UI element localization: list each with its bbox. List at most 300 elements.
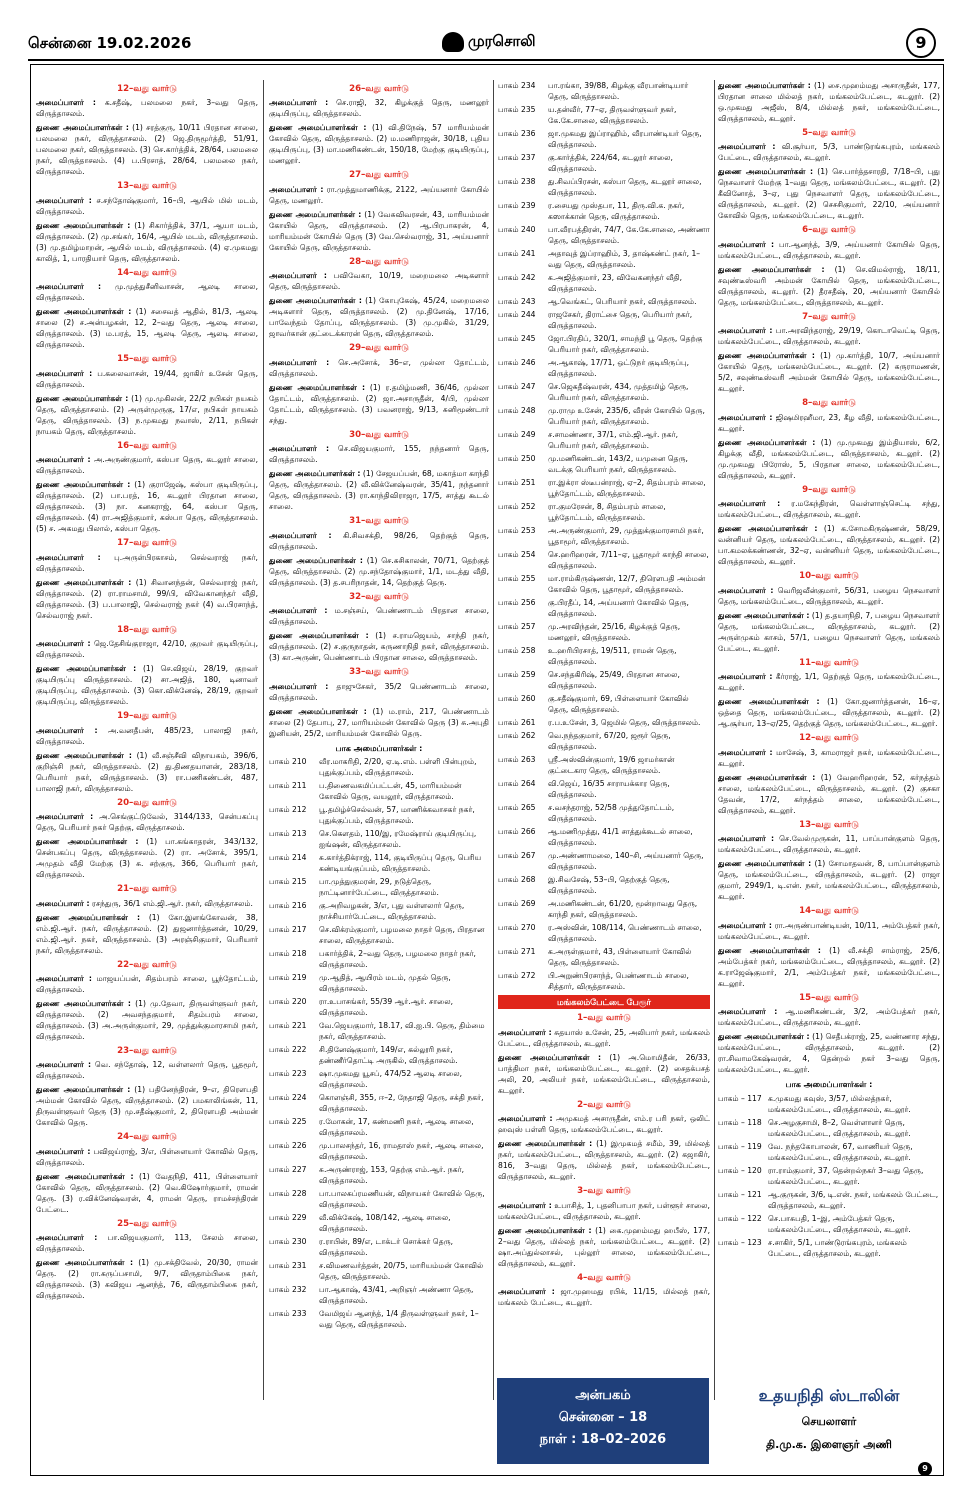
booth-number: பாகம் 234 bbox=[498, 81, 536, 90]
entry-label: துணை அமைப்பாளர்கள் : bbox=[718, 859, 812, 869]
organiser-entry bbox=[498, 1225, 710, 1269]
entry-label: அமைப்பாளர் : bbox=[269, 357, 330, 367]
booth-number: பாகம் 257 bbox=[498, 622, 536, 631]
organiser-entry bbox=[718, 325, 940, 347]
entry-text: ஜெ.தேசிங்குராஜா, 42/10, குறவர் குடியிருப்பு, விருத்தாசலம். bbox=[36, 639, 258, 660]
booth-number: பாகம் 262 bbox=[498, 731, 536, 740]
entry-text: ரா.அருண்பாண்டியன், 10/11, அம்பேத்கர் நகர், மங்கலம்பேட்டை, கடலூர். bbox=[718, 920, 940, 941]
ward-heading: 16–வது வார்டு bbox=[117, 440, 177, 451]
booth-number: பாகம் – 117 bbox=[718, 1093, 762, 1103]
booth-organiser: ரா.குமரேசன், 8, சிதம்பரம் சாலை, பூந்தோட்டம், விருத்தாசலம். bbox=[548, 502, 666, 522]
entry-label: அமைப்பாளர் : bbox=[36, 898, 90, 908]
entry-text: (1) செ.பார்த்தசாரதி, 7/18–பி, புது நெசவாளர் மேற்கு 1–வது தெரு, மங்கலம்பேட்டை, கடலூர். (2) கீவினோத், 3–ஏ, புது நெசவாளர் தெரு, மங்கலம்பேட்டை, விருத்தாசலம், கடலூர். (2) செசசிகுமார், 22/10, அய்யனார் கோவில் தெரு, மங்கலம்பேட்டை, கடலூர். bbox=[718, 167, 940, 221]
booth-number: பாகம் 261 bbox=[498, 718, 536, 727]
column-4 bbox=[718, 80, 940, 1470]
organiser-entry bbox=[36, 454, 258, 476]
booth-number: பாகம் 239 bbox=[498, 201, 536, 210]
booth-number: பாகம் 246 bbox=[498, 358, 536, 367]
booth-organiser: ர.ப.உசேன், 3, ஜெமில் தெரு, விருத்தாசலம். bbox=[548, 718, 701, 727]
booth-entry bbox=[269, 948, 489, 970]
booth-organiser: ப.திணைவகமிப்பட்டன், 45, மாரியம்மன் கோவில் தெரு, வயலூர், விருத்தாசலம். bbox=[319, 781, 462, 802]
organiser-entry bbox=[36, 811, 258, 833]
entry-text: (1) சேஜயப்பன், 68, மகாத்மா காந்தி தெரு, விருத்தாசலம். (2) வீ.விக்னேஷ்வரன், 35/41, நந்தனார் தெரு, விருத்தாசலம். (3) ரா.காந்திவிராஜா, 17/5, சாத்து கூடல் சாலை. bbox=[269, 469, 489, 512]
booth-number: பாகம் 240 bbox=[498, 225, 536, 234]
entry-label: துணை அமைப்பாளர்கள் : bbox=[498, 1225, 592, 1235]
booth-organiser: வேமிஜய் ஆனந்த், 1/4 திருவள்ளுவர் நகர், 1–வது தெரு, விருத்தாசலம். bbox=[319, 1309, 479, 1330]
entry-label: துணை அமைப்பாளர்கள் : bbox=[269, 469, 361, 479]
entry-label: அமைப்பாளர் : bbox=[718, 585, 774, 595]
booth-organiser: க.அஜித்குமார், 23, விவேகனந்தர் வீதி, விருத்தாசலம். bbox=[548, 273, 683, 293]
booth-organiser: கு.பிரதீப், 14, அய்யனார் கோவில் தெரு, விருத்தாசலம். bbox=[548, 598, 689, 618]
booth-entry bbox=[498, 826, 710, 848]
organiser-entry bbox=[718, 747, 940, 769]
organiser-entry bbox=[36, 638, 258, 660]
entry-label: அமைப்பாளர் : bbox=[36, 639, 91, 649]
booth-entry bbox=[269, 852, 489, 874]
entry-text: செ.வேல்முருகன், 11, பாப்பான்குளம் தெரு, மங்கலம்பேட்டை, விருத்தாசலம், கடலூர். bbox=[718, 834, 940, 855]
booth-organiser: ரா.உபாசங்கர், 55/39 ஆர்.ஆர். சாலை, விருத்தாசலம். bbox=[319, 997, 454, 1018]
entry-text: (1) செ.விமல்ராஜ், 18/11, சவுண்டீஸ்வரி அம்மன் கோயில் தெரு, மங்கலம்பேட்டை, விருத்தாசலம், கடலூர். (2) தீரசதீஷ், 20, அய்யனார் கோயில் தெரு, மங்கலம்பேட்டை, விருத்தாசலம், கடலூர். bbox=[718, 264, 940, 307]
booth-entry bbox=[498, 296, 710, 307]
entry-label: அமைப்பாளர் : bbox=[36, 812, 94, 822]
entry-label: அமைப்பாளர் : bbox=[718, 672, 773, 682]
entry-label: துணை அமைப்பாளர்கள் : bbox=[36, 998, 131, 1008]
booth-number: பாகம் – 120 bbox=[718, 1165, 762, 1175]
ward-heading: 13–வது வார்டு bbox=[117, 181, 177, 192]
ward-heading: 10–வது வார்டு bbox=[799, 571, 859, 582]
booth-number: பாகம் 222 bbox=[269, 1045, 307, 1055]
booth-entry bbox=[498, 946, 710, 968]
booth-number: பாகம் 270 bbox=[498, 923, 536, 932]
page-number-badge: 9 bbox=[906, 28, 936, 58]
booth-organiser: ராஜசேகர், திராட்சை தெரு, பெரியார் நகர், விருத்தாசலம். bbox=[548, 310, 693, 330]
entry-text: அமுகமத் அசாருதீன், எம்.ர பரி நகர், ஒலிட் ஹவுஸ் பள்ளி தெரு, மங்கலம்பேட்டை, கடலூர். bbox=[498, 1114, 710, 1135]
organiser-entry bbox=[36, 663, 258, 707]
booth-entry bbox=[269, 1284, 489, 1306]
organiser-entry bbox=[269, 468, 489, 512]
booth-number: பாகம் 238 bbox=[498, 177, 536, 186]
booth-entry bbox=[498, 357, 710, 379]
booth-number: பாகம் 216 bbox=[269, 901, 307, 911]
booth-organiser: ச.சாகிர், 5/1, பாண்டுரங்கபுரம், மங்கலம் பேட்டை, விருத்தாசலம், கடலூர். bbox=[768, 1237, 907, 1258]
entry-text: (1) கோபுகேஷ், 45/24, மறைமலை அடிகளார் தெரு, விருத்தாசலம். (2) மு.தினேஷ், 17/16, பாவேந்தம் தோப்பு, விருத்தாசலம். (3) மு.முகில், 31/29, ஜாவர்கான் குட்டைக்காரன் தெரு, விருத்தாசலம். bbox=[269, 296, 489, 339]
organiser-entry bbox=[269, 357, 489, 379]
organiser-entry bbox=[36, 912, 258, 956]
booth-number: பாகம் 255 bbox=[498, 574, 536, 583]
booth-organiser: சு.கார்த்திக்ராஜ், 114, குடியிருப்பு தெரு, பெரிய கண்டியங்குப்பம், விருத்தாசலம். bbox=[319, 853, 482, 874]
entry-text: பு.அருள்பிரகாசம், செல்வராஜ் நகர், விருத்தாசலம். bbox=[36, 552, 258, 573]
organiser-entry bbox=[269, 270, 489, 292]
masthead bbox=[442, 32, 536, 52]
booth-organiser: அ.மணிகண்டன், 61/20, மூன்றாவது தெரு, காந்தி நகர், விருத்தாசலம். bbox=[548, 899, 698, 919]
booth-number: பாகம் 264 bbox=[498, 779, 536, 788]
ward-heading: 5–வது வார்டு bbox=[802, 128, 856, 138]
entry-label: துணை அமைப்பாளர்கள் : bbox=[269, 631, 369, 641]
booth-organiser: ஆ.மணிமுத்து, 41/1 சாத்துக்கூடல் சாலை, விருத்தாசலம். bbox=[548, 827, 693, 847]
entry-text: பவிவேகா, 10/19, மறைமலை அடிகளார் தெரு, விருத்தாசலம். bbox=[269, 271, 489, 292]
booth-number: பாகம் 242 bbox=[498, 273, 536, 282]
booth-number: பாகம் 266 bbox=[498, 827, 536, 836]
booth-entry bbox=[498, 429, 710, 451]
organiser-entry bbox=[718, 166, 940, 221]
booth-organiser: து.சிவப்பிரசன், கஸ்பா தெரு, கடலூர் சாலை, விருத்தாசலம். bbox=[548, 177, 702, 197]
column-divider bbox=[714, 80, 715, 1400]
organiser-entry bbox=[36, 725, 258, 747]
ward-heading: 27–வது வார்டு bbox=[349, 170, 409, 181]
booth-number: பாகம் 212 bbox=[269, 805, 307, 815]
entry-text: ம.சஞ்சய், பெண்ணாடம் பிரதான சாலை, விருத்தாசலம். bbox=[269, 606, 489, 627]
entry-text: (1) பா.கங்காதரன், 343/132, சென்பகப்பு தெரு, விருத்தாசலம். (2) ரா. அசோக், 395/1, அமுதம் வீதி மேற்கு (3) சு. சற்குரு, 366, பெரியார் நகர், விருத்தாசலம். bbox=[36, 837, 258, 880]
booth-entry bbox=[498, 224, 710, 246]
entry-label: அமைப்பாளர் : bbox=[269, 681, 329, 691]
entry-text: (1) த.தயாநிதி, 7, பழைய நெசவாளர் தெரு, மங்கலம்பேட்டை, விருத்தாசலம், கடலூர். (2) அருள்முகம் காசம், 57/1, பழைய நெசவாளர் தெரு, மங்கலம் பேட்டை, கடலூர். bbox=[718, 610, 940, 653]
booth-organiser: கொளஞ்சி, 355, ஈ–2, நேதாஜி தெரு, சக்தி நகர், விருத்தாசலம். bbox=[319, 1093, 484, 1114]
organiser-entry bbox=[718, 239, 940, 261]
entry-text: (1) க.சோமகிருஷ்ணன், 58/29, வன்னியர் தெரு, மங்கலம்பேட்டை, விருத்தாசலம், கடலூர். (2) பா.கமலக்கண்ணன், 32–ஏ, வன்னியர் தெரு, மங்கலம்பேட்டை, விருத்தாசலம், கடலூர். bbox=[718, 524, 940, 567]
organiser-entry bbox=[269, 630, 489, 663]
entry-label: அமைப்பாளர் : bbox=[36, 98, 96, 108]
organiser-entry bbox=[498, 1113, 710, 1135]
booth-entry bbox=[498, 717, 710, 728]
entry-label: துணை அமைப்பாளர்கள் : bbox=[718, 167, 813, 177]
entry-label: துணை அமைப்பாளர்கள் : bbox=[498, 1052, 602, 1062]
booth-number: பாகம் 231 bbox=[269, 1261, 307, 1271]
booth-number: பாகம் 247 bbox=[498, 382, 536, 391]
ward-heading: 21–வது வார்டு bbox=[117, 884, 177, 895]
booth-number: பாகம் 224 bbox=[269, 1093, 307, 1103]
booth-entry bbox=[498, 525, 710, 547]
organiser-entry bbox=[36, 552, 258, 574]
ward-heading: 29–வது வார்டு bbox=[349, 343, 409, 354]
booth-organiser: ச.சாமண்ணா, 37/1, எம்.ஜி.ஆர். நகர், பெரியார் நகர், விருத்தாசலம். bbox=[548, 430, 678, 450]
booth-number: பாகம் – 123 bbox=[718, 1237, 762, 1247]
organiser-entry bbox=[269, 184, 489, 206]
booth-organiser: ரா.இக்ரா ஸ்டீபன்ராஜ், ஏ–2, சிதம்பரம் சாலை, பூந்தோட்டம், விருத்தாசலம். bbox=[548, 478, 706, 498]
entry-text: பவிஜய்ராஜ், 3/எ, பிள்ளையார் கோவில் தெரு, விருத்தாசலம். bbox=[36, 1146, 258, 1167]
organiser-entry bbox=[718, 920, 940, 942]
booth-entry bbox=[718, 1117, 940, 1139]
booth-number: பாகம் 256 bbox=[498, 598, 536, 607]
booth-number: பாகம் 267 bbox=[498, 851, 536, 860]
entry-text: (1) வி.திநேஷ், 57 மாரியம்மன் கோவில் தெரு, விருத்தாசலம். (2) ம.மணிராஜன், 30/18, புதிய குடியிருப்பு, (3) மா.மணிகண்டன், 150/18, மேற்கு குடியிருப்பு, மணலூர். bbox=[269, 123, 489, 166]
entry-label: அமைப்பாளர் : bbox=[269, 530, 332, 540]
entry-text: (1) வேஹரிஹரன், 52, கர்நத்தம் சாலை, மங்கலம்பேட்டை, விருத்தாசலம், கடலூர். (2) குசகா தேவன், 17/2, கர்நத்தம் சாலை, மங்கலம்பேட்டை, விருத்தாசலம், கடலூர். bbox=[718, 772, 940, 815]
booth-entry bbox=[269, 876, 489, 898]
entry-text: (1) சசைவத் ஆதில், 81/3, ஆலடி சாலை (2) ச.அன்பழகன், 12, 2–வது தெரு, ஆலடி சாலை, விருத்தாசலம். (3) ம.பரத், 15, ஆலடி தெரு, ஆலடி சாலை, விருத்தாசலம். bbox=[36, 307, 258, 350]
booth-number: பாகம் 251 bbox=[498, 478, 536, 487]
entry-text: (1) செதீபக்ராஜ், 25, வண்ணார சந்து, மங்கலம்பேட்டை, விருத்தாசலம், கடலூர். (2) ரா.சிவாமகேஷ்வரன், 4, தென்றல் நகர் 3–வது தெரு, மங்கலம்பேட்டை, கடலூர். bbox=[718, 1031, 940, 1074]
elephant-logo-icon bbox=[442, 32, 464, 52]
booth-organiser: அ.ஆகாஷ், 17/71, ஒட்டுநர் குடியிருப்பு, விருத்தாசலம். bbox=[548, 358, 690, 378]
organiser-entry bbox=[36, 1257, 258, 1301]
booth-entry bbox=[498, 152, 710, 174]
organiser-entry bbox=[269, 555, 489, 588]
booth-organiser: செ.ஹரிஹரன், 7/11–ஏ, பூதாமூர் காந்தி சாலை, விருத்தாசலம். bbox=[548, 550, 709, 570]
entry-text: ப.கலைவாசன், 19/44, ஜாகிர் உசேன் தெரு, விருத்தாசலம். bbox=[36, 368, 258, 389]
booth-number: பாகம் – 119 bbox=[718, 1141, 762, 1151]
booth-entry bbox=[498, 104, 710, 126]
booth-entry bbox=[269, 1236, 489, 1258]
booth-number: பாகம் 252 bbox=[498, 502, 536, 511]
organiser-entry bbox=[718, 141, 940, 163]
booth-number: பாகம் 258 bbox=[498, 646, 536, 655]
office-name: அன்பகம் bbox=[575, 1388, 631, 1403]
booth-entry bbox=[498, 573, 710, 595]
entry-label: அமைப்பாளர் : bbox=[36, 368, 93, 378]
booth-organiser: செ.விக்ரம்குமார், பழமலை நாதர் தெரு, பிரதான சாலை, விருத்தாசலம். bbox=[319, 925, 485, 946]
booth-organiser: பா.முத்துகுமரன், 29, நடுத்தெரு, நாட்டினார்பேட்டை, விருத்தாசலம். bbox=[319, 877, 439, 898]
organiser-entry bbox=[718, 1006, 940, 1028]
booth-number: பாகம் 223 bbox=[269, 1069, 307, 1079]
booth-organiser: மு.ஆதித், ஆயிரம் மடம், முதல் தெரு, விருத்தாசலம். bbox=[319, 973, 451, 994]
entry-text: (1) ர.தமிழ்மணி, 36/46, முல்லா தோட்டம், விருத்தாசலம். (2) ஜா.அசாருதீன், 4/பி, முல்லா தோட்டம், விருத்தாசலம். (3) பவனராஜ், 9/13, சுனிமூண்டார் சந்து. bbox=[269, 382, 489, 425]
entry-text: (1) சரத்குரு, 10/11 பிரதான சாலை, பலமலை நகர், விருத்தாசலம். (2) ஜெ.திருமூர்த்தி, 51/91, பலமலை நகர், விருத்தாசலம். (3) செ.கார்த்திக், 28/64, பலமலை நகர், விருத்தாசலம். (4) ப.பிரசாத், 28/64, பலமலை நகர், விருத்தாசலம். bbox=[36, 123, 258, 177]
ward-heading: 24–வது வார்டு bbox=[117, 1132, 177, 1143]
entry-text: (1) ம.ராம், 217, பெண்ணாடம் சாலை (2) தேபாபு, 27, மாரியம்மன் கோவில் தெரு (3) சு.அபுதி இனியன், 25/2, மாரியம்மன் கோவில் தெரு. bbox=[269, 706, 489, 738]
booth-entry bbox=[498, 874, 710, 896]
booth-entry bbox=[718, 1213, 940, 1235]
booth-organiser: உ.ஹரிபிரசாத், 19/511, ராமன் தெரு, விருத்தாசலம். bbox=[548, 646, 677, 666]
booth-entry bbox=[269, 996, 489, 1018]
entry-label: அமைப்பாளர் : bbox=[36, 973, 92, 983]
entry-label: துணை அமைப்பாளர்கள் : bbox=[36, 664, 137, 674]
entry-label: அமைப்பாளர் : bbox=[36, 195, 92, 205]
booth-organiser: மு.அரவிந்தன், 25/16, கிழக்குத் தெரு, மணலூர், விருத்தாசலம். bbox=[548, 622, 681, 642]
booth-entry bbox=[498, 645, 710, 667]
booth-organiser: ச.விமணவர்த்தன், 20/75, மாரியம்மன் கோவில் தெரு, விருத்தாசலம். bbox=[319, 1261, 484, 1282]
organiser-entry bbox=[718, 945, 940, 989]
organiser-entry bbox=[36, 220, 258, 264]
booth-entry bbox=[498, 176, 710, 198]
organiser-entry bbox=[718, 264, 940, 308]
entry-label: துணை அமைப்பாளர்கள் : bbox=[269, 123, 367, 133]
booth-number: பாகம் 221 bbox=[269, 1021, 307, 1031]
booth-entry bbox=[498, 80, 710, 102]
booth-number: பாகம் 236 bbox=[498, 129, 536, 138]
ward-heading: 19–வது வார்டு bbox=[117, 711, 177, 722]
entry-label: துணை அமைப்பாளர்கள் : bbox=[36, 577, 132, 587]
booth-entry bbox=[269, 828, 489, 850]
booth-entry bbox=[269, 1092, 489, 1114]
entry-label: அமைப்பாளர் : bbox=[36, 1060, 91, 1070]
booth-number: பாகம் 241 bbox=[498, 249, 536, 258]
entry-label: அமைப்பாளர் : bbox=[269, 444, 329, 454]
booth-entry bbox=[498, 778, 710, 800]
ward-heading: 25–வது வார்டு bbox=[117, 1218, 177, 1229]
booth-number: பாகம் – 118 bbox=[718, 1117, 762, 1127]
organiser-entry bbox=[269, 382, 489, 426]
entry-text: (1) செ.சுசிகாலன், 70/71, தெற்குத் தெரு, விருத்தாசலம். (2) மு.சந்தோஷ்குமார், 1/1, மடத்து வீதி, விருத்தாசலம். (3) த.சபரிநாதன், 14, தெற்குத் தெரு. bbox=[269, 555, 489, 587]
organiser-entry bbox=[36, 368, 258, 390]
booth-organiser: செ.ஜெகதீஷ்வரன், 434, முத்தமிழ் தெரு, பெரியார் நகர், விருத்தாசலம். bbox=[548, 382, 689, 402]
entry-label: துணை அமைப்பாளர்கள் : bbox=[269, 209, 362, 219]
organiser-entry bbox=[498, 1200, 710, 1222]
organiser-entry bbox=[36, 1084, 258, 1128]
booth-entry bbox=[269, 1116, 489, 1138]
ward-heading: 26–வது வார்டு bbox=[349, 84, 409, 94]
entry-text: பா.அரவிந்தராஜ், 29/19, கொடாவெட்டி தெரு, மங்கலம்பேட்டை, விருத்தாசலம், கடலூர். bbox=[718, 326, 940, 347]
entry-text: ரா.முத்துமாணிக்கு, 2122, அய்யனார் கோயில் தெரு, மணலூர். bbox=[269, 184, 489, 205]
signatory-role: செயலாளர் bbox=[801, 1415, 857, 1428]
booth-organiser: ஆ.குருகன், 3/6, டி.என். நகர், மங்கலம் பேட்டை, விருத்தாசலம், கடலூர். bbox=[768, 1189, 939, 1210]
entry-text: வெ. சந்தோஷ், 12, வள்ளலார் தெரு, பூதமூர், விருத்தாசலம். bbox=[36, 1060, 258, 1081]
booth-entry bbox=[269, 1068, 489, 1090]
booth-number: பாகம் 227 bbox=[269, 1165, 307, 1175]
entry-text: ஆ.மணிகண்டன், 3/2, அம்பேத்கர் நகர், மங்கலம்பேட்டை, விருத்தாசலம், கடலூர். bbox=[718, 1006, 940, 1027]
organiser-entry bbox=[269, 122, 489, 166]
booth-organiser: வே.ஜெயகுமார், 18.17, வி.ஐ.பி. தெரு, திம்மை நகர், விருத்தாசலம். bbox=[319, 1021, 485, 1042]
entry-text: (1) கோ.இளங்கோவன், 38, எம்.ஜி.ஆர். நகர், விருத்தாசலம். (2) துஜனார்த்தனன், 10/29, எம்.ஜி.ஆர். நகர், விருத்தாசலம். (3) அரஞ்சிகுமார், பெரியார் நகர், விருத்தாசலம். bbox=[36, 912, 258, 955]
booth-number: பாகம் 215 bbox=[269, 877, 307, 887]
booth-organiser: ஷா.முகமது யூசப், 474/52 ஆலடி சாலை, விருத்தாசலம். bbox=[319, 1069, 463, 1090]
entry-text: கி.சிவசக்தி, 98/26, தெற்குத் தெரு, விருத்தாசலம். bbox=[269, 530, 489, 551]
ward-heading: 17–வது வார்டு bbox=[117, 538, 177, 549]
booth-entry bbox=[498, 549, 710, 571]
booth-organiser: பா.ஆகாஷ், 43/41, அறிஞர் அண்ணா தெரு, விருத்தாசலம். bbox=[319, 1285, 474, 1306]
organiser-entry bbox=[269, 209, 489, 253]
booth-entry bbox=[269, 1140, 489, 1162]
organiser-entry bbox=[36, 998, 258, 1042]
entry-label: துணை அமைப்பாளர்கள் : bbox=[718, 264, 825, 274]
booth-organiser: பா.பாலசுப்ரமணியன், விநாயகர் கோவில் தெரு, விருத்தாசலம். bbox=[319, 1189, 485, 1210]
entry-text: (1) இமுகமத் சமீம், 39, மில்லத் நகர், மங்கலம்பேட்டை, விருத்தாசலம், கடலூர். (2) கஜாகிர், 816, 3–வது தெரு, மில்லத் நகர், மங்கலம்பேட்டை, விருத்தாசலம், கடலூர். bbox=[498, 1139, 710, 1182]
booth-number: பாகம் 254 bbox=[498, 550, 536, 559]
booth-number: பாகம் 228 bbox=[269, 1189, 307, 1199]
entry-text: (1) வீ.சஞ்சீவி விநாயகம், 396/6, குறிஞ்சி நகர், விருத்தாசலம். (2) து.திணதயாளன், 283/18, பெரியார் நகர், விருத்தாசலம். (3) ரா.பணிகண்டன், 487, பாலாஜி நகர், விருத்தாசலம். bbox=[36, 750, 258, 793]
entry-text: வி.சூர்யா, 5/3, பாண்டுரங்கபுரம், மங்கலம் பேட்டை, விருத்தாசலம், கடலூர். bbox=[718, 142, 940, 163]
entry-text: செ.அசோக், 36–எ, முல்லா தோட்டம், விருத்தாசலம். bbox=[269, 357, 489, 378]
ward-heading: 2–வது வார்டு bbox=[577, 1099, 631, 1110]
booth-organiser: பகார்த்திக், 2–வது தெரு, பழமலை நாதர் நகர், விருத்தாசலம். bbox=[319, 949, 476, 970]
organiser-entry bbox=[36, 1171, 258, 1215]
booth-entry bbox=[498, 754, 710, 776]
section-banner: மங்கலம்பேட்டை பேரூர் bbox=[498, 995, 710, 1009]
booth-entry bbox=[498, 970, 710, 992]
organiser-entry bbox=[718, 585, 940, 607]
booth-entry bbox=[498, 405, 710, 427]
organiser-entry bbox=[498, 1138, 710, 1182]
entry-text: மு.முத்துசீனிவாசன், ஆலடி சாலை, விருத்தாசலம். bbox=[36, 282, 258, 303]
ward-heading: 31–வது வார்டு bbox=[349, 516, 409, 527]
ward-heading: 32–வது வார்டு bbox=[349, 591, 409, 602]
organiser-entry bbox=[36, 973, 258, 995]
announcement-box-right bbox=[718, 1378, 940, 1464]
entry-text: ரசந்துரு, 36/1 எம்.ஜி.ஆர். நகர், விருத்தாசலம். bbox=[91, 898, 253, 908]
office-city: சென்னை – 18 bbox=[558, 1410, 648, 1425]
entry-text: (1) மு.சக்திவேல், 20/30, ராமன் தெரு. (2) ரா.கருப்பசாமி, 9/7, விருதாம்பிகை நகர், விருத்தாசலம். (3) சுவிஜய ஆனந்த், 76, விருதாம்பிகை நகர், விருத்தாசலம். bbox=[36, 1258, 258, 1301]
booth-entry bbox=[498, 272, 710, 294]
booth-entry bbox=[269, 1188, 489, 1210]
booth-organiser: வே. நந்தகோபாலன், 67, வாணியர் தெரு, மங்கலம்பேட்டை, விருத்தாசலம், கடலூர். bbox=[768, 1141, 913, 1162]
booth-organiser: க.முகமது கவுஸ், 3/57, மில்லத்நகர், மங்கலம்பேட்டை, விருத்தாசலம், கடலூர். bbox=[768, 1093, 911, 1114]
booth-number: பாகம் 237 bbox=[498, 153, 536, 162]
organiser-entry bbox=[36, 281, 258, 303]
ward-heading: 13–வது வார்டு bbox=[799, 819, 859, 830]
booth-entry bbox=[269, 1044, 489, 1066]
organiser-entry bbox=[718, 498, 940, 520]
booth-organiser: செ.கௌதம், 110/இ, ரமேஷ்ராய் குடியிருப்பு, ஐங்ஷன், விருத்தாசலம். bbox=[319, 829, 477, 850]
entry-text: சுதயாஸ் உசேன், 25, அலிபார் நகர், மங்கலம் பேட்டை, விருத்தாசலம், கடலூர். bbox=[498, 1027, 710, 1048]
entry-label: துணை அமைப்பாளர்கள் : bbox=[36, 1258, 133, 1268]
organiser-entry bbox=[718, 80, 940, 124]
booth-number: பாகம் 217 bbox=[269, 925, 307, 935]
entry-label: அமைப்பாளர் : bbox=[498, 1200, 552, 1210]
booth-organiser: மு.பாலசந்தர், 16, ராமதாஸ் நகர், ஆலடி சாலை, விருத்தாசலம். bbox=[319, 1141, 484, 1162]
ward-heading: 12–வது வார்டு bbox=[799, 733, 859, 744]
entry-text: ச.சந்தோஷ்குமார், 16–பி, ஆயில் மில் மடம், விருத்தாசலம். bbox=[36, 195, 258, 216]
section-subheading: பாக அமைப்பாளர்கள் : bbox=[785, 1079, 873, 1089]
entry-text: பா.ஆனந்த், 3/9, அய்யனார் கோயில் தெரு, மங்கலம்பேட்டை, விருத்தாசலம், கடலூர். bbox=[718, 239, 940, 260]
booth-number: பாகம் 259 bbox=[498, 670, 536, 679]
booth-organiser: மு.ராமு உசேன், 235/6, வீரன் கோயில் தெரு, பெரியார் நகர், விருத்தாசலம். bbox=[548, 406, 705, 426]
booth-number: பாகம் 244 bbox=[498, 310, 536, 319]
organiser-entry bbox=[718, 350, 940, 394]
booth-entry bbox=[498, 898, 710, 920]
organiser-entry bbox=[36, 898, 258, 909]
organiser-entry bbox=[718, 1031, 940, 1075]
entry-text: (1) பதினேந்திரன், 9–எ, திரௌபதி அம்மன் கோவில் தெரு, விருத்தாசலம். (2) பமகாலிங்கன், 11, திருவள்ளுவர் தெரு (3) மு.சதீஷ்குமார், 2, திரௌபதி அம்மன் கோவில் தெரு. bbox=[36, 1085, 258, 1128]
organiser-entry bbox=[269, 295, 489, 339]
booth-number: பாகம் 226 bbox=[269, 1141, 307, 1151]
entry-label: துணை அமைப்பாளர்கள் : bbox=[269, 706, 367, 716]
booth-number: பாகம் 249 bbox=[498, 430, 536, 439]
booth-entry bbox=[269, 1164, 489, 1186]
booth-organiser: மு.அண்ணாமலை, 140–சி, அய்யனார் தெரு, விருத்தாசலம். bbox=[548, 851, 704, 871]
entry-text: செ.விஜயகுமார், 155, நந்தனார் தெரு, விருத்தாசலம். bbox=[269, 444, 489, 465]
booth-entry bbox=[498, 333, 710, 355]
booth-entry bbox=[498, 669, 710, 691]
booth-number: பாகம் 230 bbox=[269, 1237, 307, 1247]
ward-heading: 15–வது வார்டு bbox=[799, 992, 859, 1003]
ward-heading: 22–வது வார்டு bbox=[117, 959, 177, 970]
booth-organiser: ர.அஸ்வின், 108/114, பெண்ணாடம் சாலை, விருத்தாசலம். bbox=[548, 923, 702, 943]
entry-text: (1) சை.முஹம்மது அசாருதீன், 177, பிரதான சாலை மில்லத் நகர், மங்கலம்பேட்டை, கடலூர். (2) ஒ.முகமது அஜீஸ், 8/4, மில்லத் நகர், மங்கலம்பேட்டை, விருத்தாசலம், கடலூர். bbox=[718, 81, 940, 123]
entry-text: அ.செங்குட்டுவேல், 3144/133, சென்பகப்பு தெரு, பெரியார் நகர் தெற்கு, விருத்தாசலம். bbox=[36, 812, 258, 833]
entry-label: அமைப்பாளர் : bbox=[269, 184, 324, 194]
ward-heading: 4–வது வார்டு bbox=[577, 1272, 631, 1283]
organiser-entry bbox=[718, 437, 940, 481]
entry-label: அமைப்பாளர் : bbox=[718, 920, 772, 930]
ward-heading: 18–வது வார்டு bbox=[117, 624, 177, 635]
ward-heading: 23–வது வார்டு bbox=[117, 1045, 177, 1056]
ward-heading: 33–வது வார்டு bbox=[349, 667, 409, 678]
entry-label: துணை அமைப்பாளர்கள் : bbox=[718, 610, 810, 620]
paper-name: முரசொலி bbox=[468, 32, 536, 50]
organiser-entry bbox=[269, 605, 489, 627]
announcement-box-left bbox=[497, 1378, 709, 1464]
entry-label: அமைப்பாளர் : bbox=[718, 412, 773, 422]
entry-text: (1) கை.முஹம்மது ஹபீஸ், 177, 2–வது தெரு, மில்லத் நகர், மங்கலம்பேட்டை, கடலூர். (2) ஷா.அப்துல்லாசல், புல்லூர் சாலை, மங்கலம்பேட்டை, விருத்தாசலம், கடலூர். bbox=[498, 1225, 710, 1268]
booth-number: பாகம் 213 bbox=[269, 829, 307, 839]
signatory-org: தி.மு.க. இளைஞர் அணி bbox=[766, 1438, 892, 1451]
entry-text: (1) ச.ராமஜெயம், சாந்தி நகர், விருத்தாசலம். (2) ச.குருநாதன், கருணாநிதி நகர், விருத்தாசலம். (3) கா.அருண், பெண்ணாடம் பிரதான சாலை, விருத்தாசலம். bbox=[269, 631, 489, 663]
entry-label: துணை அமைப்பாளர்கள் : bbox=[36, 123, 129, 133]
booth-organiser: ஆ.வெங்கட், பெரியார் நகர், விருத்தாசலம். bbox=[548, 297, 697, 306]
column-2 bbox=[269, 80, 489, 1470]
organiser-entry bbox=[718, 610, 940, 654]
organiser-entry bbox=[718, 671, 940, 693]
booth-entry bbox=[498, 730, 710, 752]
entry-text: (1) சோமாதவன், 8, பாப்பான்குளம் தெரு, மங்கலம்பேட்டை, விருத்தாசலம், கடலூர். (2) ராஜா குமார், 2949/1, டி.என். நகர், மங்கலம்பேட்டை, விருத்தாசலம், கடலூர். bbox=[718, 859, 940, 902]
booth-organiser: பி.அறுண்பிரசாந்த், பெண்ணாடம் சாலை, சித்தார், விருத்தாசலம். bbox=[548, 971, 689, 991]
booth-entry bbox=[498, 850, 710, 872]
organiser-entry bbox=[718, 858, 940, 902]
entry-text: உபாசித், 1, புதனிபாபா நகர், பள்ளூர் சாலை, மங்கலம்பேட்டை, விருத்தாசலம், கடலூர். bbox=[498, 1200, 710, 1221]
section-subheading: பாக அமைப்பாளர்கள் : bbox=[335, 743, 423, 753]
organiser-entry bbox=[36, 393, 258, 437]
entry-label: துணை அமைப்பாளர்கள் : bbox=[269, 296, 362, 306]
entry-text: ஜா.முஹமது ரபிக், 11/15, மில்லத் நகர், மங்கலம் பேட்டை, கடலூர். bbox=[498, 1287, 710, 1307]
